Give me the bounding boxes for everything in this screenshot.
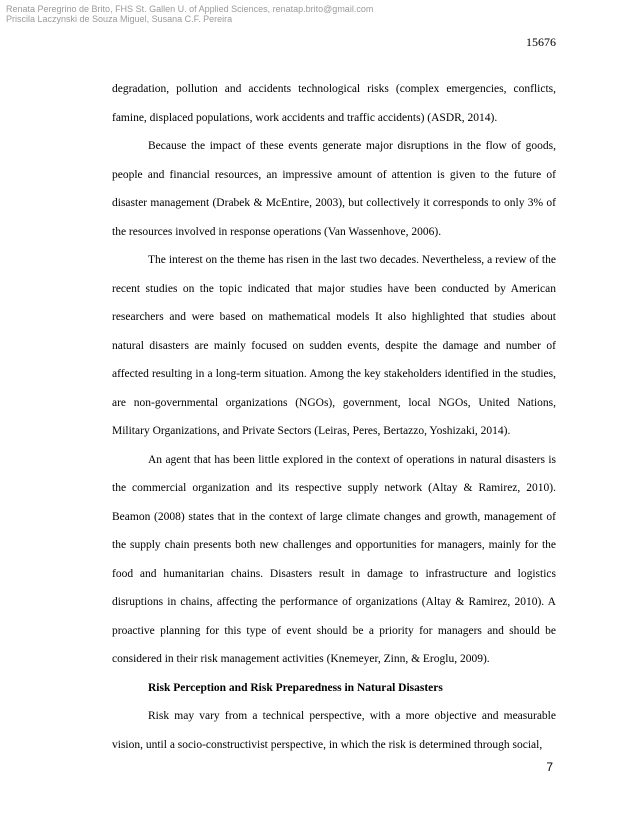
body-text (112, 75, 556, 759)
paragraph: The interest on the theme has risen in the last two decades. Nevertheless, a review of the recent studies on the topic indicated that major studies have been conducted by American researchers and were based on mathematical models It also highlighted that studies about natural disasters are mainly focused on sudden events, despite the damage and number of affected resulting in a long-term situation. Among the key stakeholders identified in the studies, are non-governmental organizations (NGOs), government, local NGOs, United Nations, Military Organizations, and Private Sectors (Leiras, Peres, Bertazzo, Yoshizaki, 2014). (112, 254, 556, 437)
page-number: 7 (546, 760, 553, 774)
paragraph: Because the impact of these events generate major disruptions in the flow of goods, people and financial resources, an impressive amount of attention is given to the future of disaster management (Drabek & McEntire, 2003), but collectively it corresponds to only 3% of the resources involved in response operations (Van Wassenhove, 2006). (112, 140, 556, 238)
paragraph-continuation: degradation, pollution and accidents technological risks (complex emergencies, conflicts, famine, displaced populations, work accidents and traffic accidents) (ASDR, 2014). (112, 83, 556, 124)
document-id: 15676 (526, 35, 556, 49)
author-names-line: Priscila Laczynski de Souza Miguel, Susana C.F. Pereira (6, 14, 233, 24)
paragraph: Risk may vary from a technical perspective, with a more objective and measurable vision, until a socio-constructivist perspective, in which the risk is determined through social, (112, 710, 556, 751)
paragraph: An agent that has been little explored in the context of operations in natural disasters is the commercial organization and its respective supply network (Altay & Ramirez, 2010). Beamon (2008) states that in the context of large climate changes and growth, management of the supply chain presents both new challenges and opportunities for managers, mainly for the food and humanitarian chains. Disasters result in damage to infrastructure and logistics disruptions in chains, affecting the performance of organizations (Altay & Ramirez, 2010). A proactive planning for this type of event should be a priority for managers and should be considered in their risk management activities (Knemeyer, Zinn, & Eroglu, 2009). (112, 453, 556, 665)
running-header (6, 4, 373, 24)
section-heading: Risk Perception and Risk Preparedness in Natural Disasters (148, 681, 443, 694)
author-affiliation-line: Renata Peregrino de Brito, FHS St. Gallen U. of Applied Sciences, renatap.brito@gmail.com (6, 4, 374, 14)
